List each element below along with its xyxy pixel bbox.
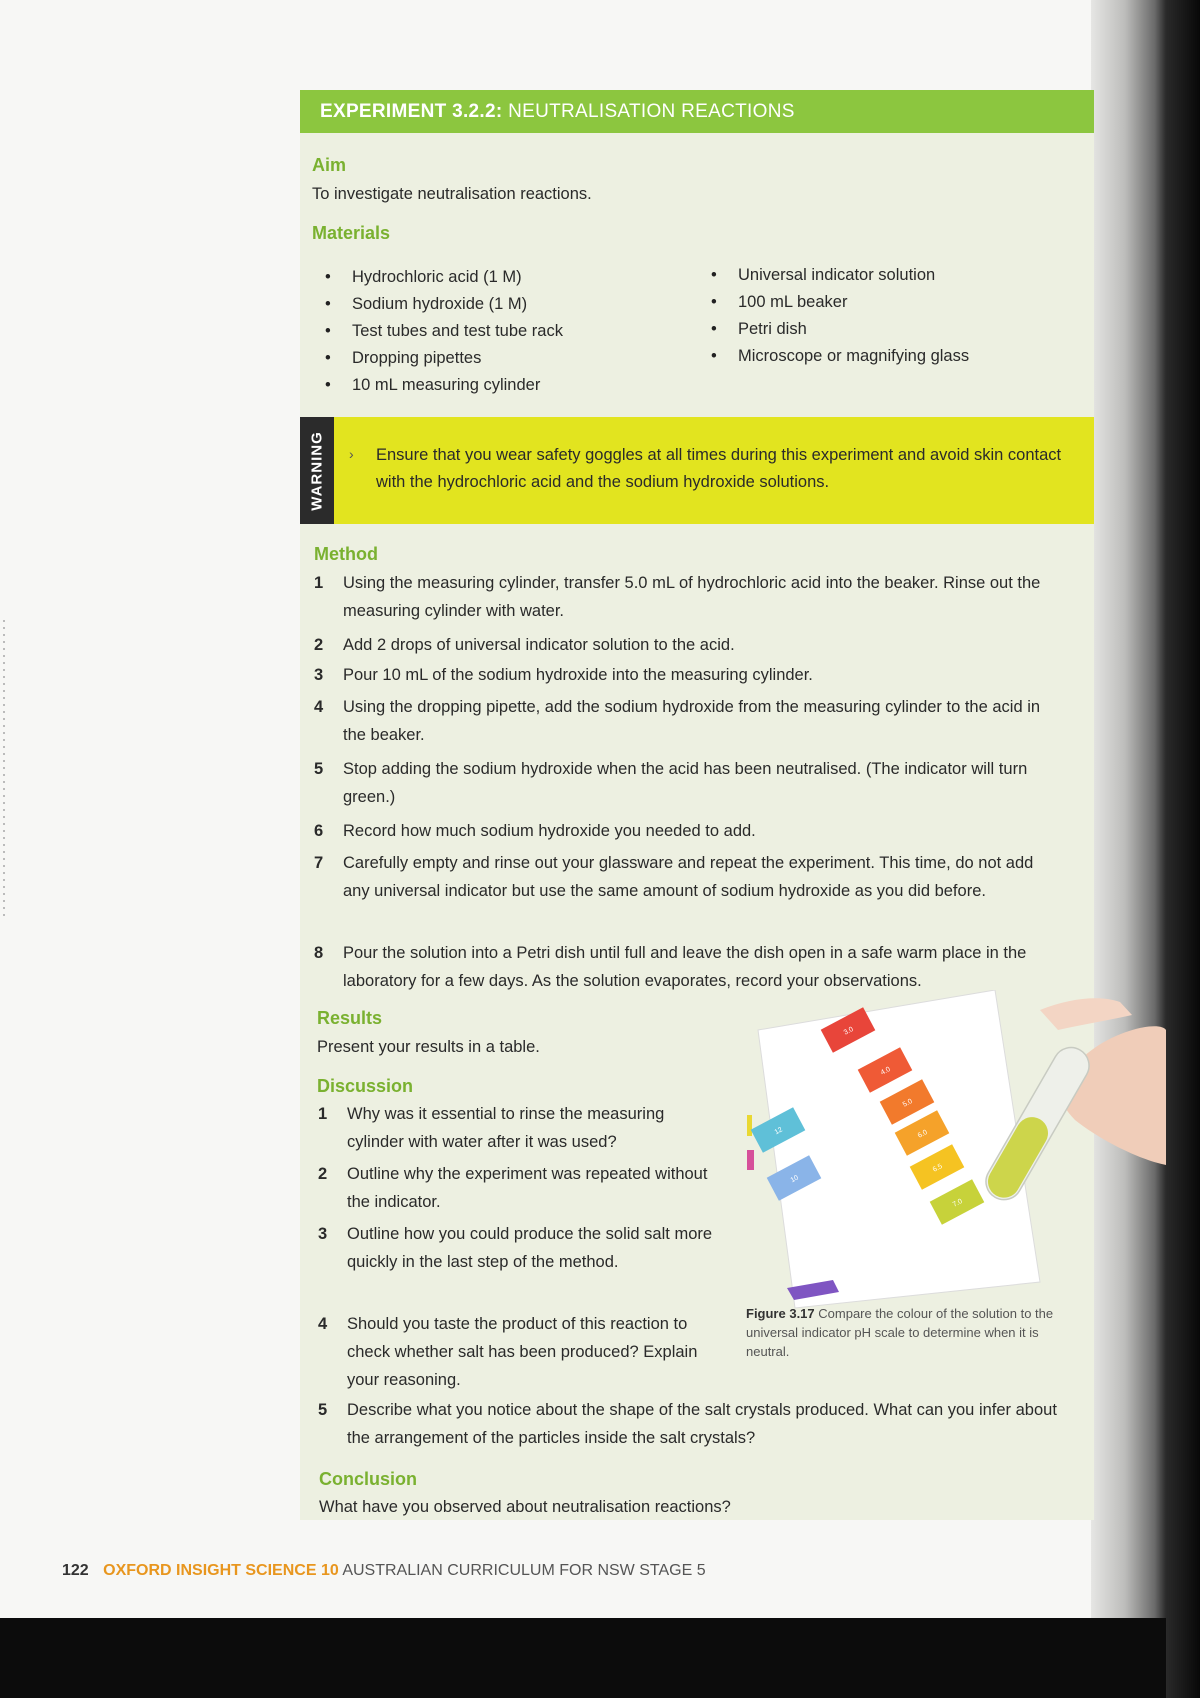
indicator-chip-label: 5.0 (901, 1097, 914, 1109)
discussion-question-number: 2 (318, 1165, 328, 1183)
indicator-chip-label: 6.5 (931, 1162, 944, 1174)
conclusion-heading: Conclusion (319, 1469, 417, 1489)
method-step-text: Stop adding the sodium hydroxide when the acid has been neutralised. (The indicator will turn green.) (343, 760, 1028, 806)
method-step-number: 3 (314, 666, 324, 684)
material-item: • Dropping pipettes (322, 345, 702, 372)
method-step (314, 661, 1059, 689)
method-step-text: Pour the solution into a Petri dish until full and leave the dish open in a safe warm place in the laboratory for a few days. As the solution evaporates, record your observations. (343, 944, 1027, 990)
method-heading: Method (314, 544, 378, 564)
materials-list-right (708, 262, 1068, 370)
method-step (314, 939, 1059, 995)
method-step (314, 817, 1059, 845)
method-step (314, 755, 1059, 811)
material-item: • Sodium hydroxide (1 M) (322, 291, 702, 318)
ph-indicator-figure (740, 990, 1166, 1310)
experiment-title: NEUTRALISATION REACTIONS (508, 101, 795, 122)
discussion-question-number: 3 (318, 1225, 328, 1243)
method-step-text: Carefully empty and rinse out your glassware and repeat the experiment. This time, do not add any universal indicator but use the same amount of sodium hydroxide as you did before. (343, 854, 1034, 900)
discussion-question (318, 1160, 718, 1216)
indicator-chip-label: 12 (773, 1126, 784, 1137)
aim-text: To investigate neutralisation reactions. (312, 185, 592, 203)
method-step (314, 569, 1059, 625)
figure-caption (746, 1304, 1076, 1361)
page-number: 122 (62, 1562, 89, 1579)
conclusion-text: What have you observed about neutralisation reactions? (319, 1498, 731, 1516)
method-step (314, 849, 1059, 905)
material-item: • Petri dish (708, 316, 1068, 343)
figure-caption-text: Compare the colour of the solution to the universal indicator pH scale to determine when it is neutral. (746, 1306, 1054, 1359)
discussion-question (318, 1220, 718, 1276)
method-step-number: 4 (314, 698, 324, 716)
materials-list-left (322, 264, 702, 399)
book-subtitle: AUSTRALIAN CURRICULUM FOR NSW STAGE 5 (342, 1562, 706, 1579)
warning-tab (300, 417, 334, 524)
method-step-text: Pour 10 mL of the sodium hydroxide into the measuring cylinder. (343, 666, 813, 684)
indicator-chip-label: 6.0 (916, 1128, 929, 1140)
page-gutter-shadow (1091, 0, 1166, 1618)
indicator-chip-label: 7.0 (951, 1197, 964, 1209)
hand-image (1061, 1026, 1166, 1165)
indicator-chip-pink (747, 1150, 754, 1170)
method-step (314, 693, 1059, 749)
warning-label: WARNING (308, 430, 326, 511)
indicator-chip-label: 4.0 (879, 1065, 892, 1077)
finger-image (1040, 998, 1132, 1030)
material-item: • Hydrochloric acid (1 M) (322, 264, 702, 291)
indicator-chip-label: 10 (789, 1174, 800, 1185)
scan-edge (1166, 0, 1200, 1698)
warning-arrow-icon: › (349, 446, 354, 462)
method-step-number: 5 (314, 760, 324, 778)
discussion-question-number: 5 (318, 1401, 328, 1419)
method-step-number: 8 (314, 944, 324, 962)
results-heading: Results (317, 1008, 383, 1028)
indicator-card (758, 990, 1040, 1308)
method-step-number: 6 (314, 822, 324, 840)
method-step-text: Add 2 drops of universal indicator solution to the acid. (343, 636, 735, 654)
discussion-heading: Discussion (317, 1076, 414, 1096)
material-item: • Microscope or magnifying glass (708, 343, 1068, 370)
discussion-question-text: Describe what you notice about the shape of the salt crystals produced. What can you infer about the arrangement of the particles inside the salt crystals? (347, 1401, 1057, 1447)
material-item: • Universal indicator solution (708, 262, 1068, 289)
material-item: • 10 mL measuring cylinder (322, 372, 702, 399)
discussion-question-number: 4 (318, 1315, 328, 1333)
method-step-number: 1 (314, 574, 324, 592)
figure-label: Figure 3.17 (746, 1306, 815, 1321)
binding-dots (3, 620, 5, 920)
method-step (314, 631, 1059, 659)
discussion-question (318, 1100, 718, 1156)
method-step-number: 7 (314, 854, 324, 872)
warning-text: Ensure that you wear safety goggles at all times during this experiment and avoid skin contact with the hydrochloric acid and the sodium hydroxide solutions. (376, 446, 1062, 491)
experiment-number: EXPERIMENT 3.2.2: (320, 101, 503, 122)
discussion-question (318, 1310, 718, 1394)
method-step-number: 2 (314, 636, 324, 654)
material-item: • 100 mL beaker (708, 289, 1068, 316)
indicator-chip-yellow (747, 1115, 752, 1136)
discussion-question-text: Should you taste the product of this reaction to check whether salt has been produced? Explain your reasoning. (347, 1315, 698, 1389)
indicator-chip-label: 3.0 (842, 1025, 855, 1037)
discussion-question-text: Outline how you could produce the solid salt more quickly in the last step of the method. (347, 1225, 713, 1271)
book-title: OXFORD INSIGHT SCIENCE 10 (103, 1562, 339, 1579)
results-text: Present your results in a table. (317, 1038, 540, 1056)
discussion-question (318, 1396, 1078, 1452)
discussion-question-number: 1 (318, 1105, 328, 1123)
material-item: • Test tubes and test tube rack (322, 318, 702, 345)
method-step-text: Using the measuring cylinder, transfer 5.0 mL of hydrochloric acid into the beaker. Rinse out the measuring cylinder with water. (343, 574, 1041, 620)
method-step-text: Using the dropping pipette, add the sodium hydroxide from the measuring cylinder to the acid in the beaker. (343, 698, 1041, 744)
experiment-header (300, 90, 1094, 133)
aim-heading: Aim (312, 155, 347, 175)
page-footer (62, 1562, 706, 1580)
method-step-text: Record how much sodium hydroxide you needed to add. (343, 822, 756, 840)
materials-heading: Materials (312, 223, 391, 243)
discussion-question-text: Outline why the experiment was repeated without the indicator. (347, 1165, 708, 1211)
discussion-question-text: Why was it essential to rinse the measuring cylinder with water after it was used? (347, 1105, 665, 1151)
